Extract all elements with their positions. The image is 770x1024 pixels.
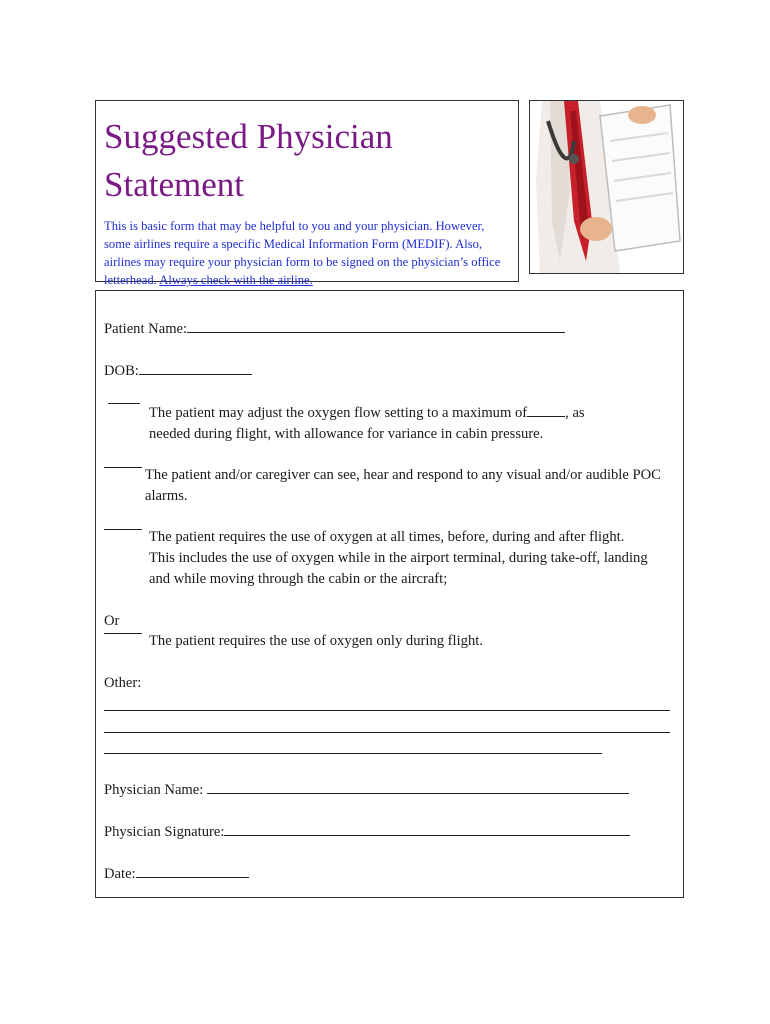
item2-text: The patient and/or caregiver can see, hear and respond to any visual and/or audible POC alarms.: [145, 467, 661, 504]
date-row: [104, 862, 249, 885]
item3-text: The patient requires the use of oxygen at all times, before, during and after flight. This includes the use of oxygen while in the airport terminal, during take-off, landing and while moving through the cabin or the aircraft;: [149, 529, 648, 587]
intro-text: This is basic form that may be helpful to you and your physician. However, some airlines require a specific Medical Information Form (MEDIF). Also, airlines may require your physician form to be signed on the physician’s office letterhead.: [104, 219, 501, 287]
physician-name-label: Physician Name:: [104, 782, 204, 798]
patient-name-field[interactable]: [187, 317, 565, 333]
page-title: [104, 113, 510, 209]
item1-text-a: The patient may adjust the oxygen flow setting to a maximum of: [149, 405, 528, 421]
patient-name-row: [104, 317, 565, 340]
patient-name-label: Patient Name:: [104, 321, 188, 337]
item4-text: The patient requires the use of oxygen only during flight.: [149, 633, 483, 649]
title-line-2: Statement: [104, 165, 244, 204]
item1-text: [149, 401, 659, 445]
dob-label: DOB:: [104, 363, 139, 379]
dob-field[interactable]: [139, 359, 252, 375]
or-label: Or: [104, 613, 120, 629]
item1-text-c: needed during flight, with allowance for variance in cabin pressure.: [149, 426, 544, 442]
other-label: Other:: [104, 675, 142, 691]
physician-illustration: [530, 101, 684, 274]
header-box: [95, 100, 519, 287]
physician-signature-field[interactable]: [224, 820, 630, 836]
physician-signature-row: [104, 820, 630, 843]
date-label: Date:: [104, 866, 136, 882]
intro-paragraph: [104, 217, 510, 289]
item3-checkbox-blank[interactable]: [104, 529, 142, 530]
physician-form: [95, 290, 684, 898]
other-line-1[interactable]: [104, 710, 670, 711]
dob-row: [104, 359, 252, 382]
item4-checkbox-blank[interactable]: [104, 633, 142, 634]
item2-checkbox-blank[interactable]: [104, 467, 142, 468]
airline-check-link[interactable]: Always check with the airline.: [159, 273, 313, 287]
physician-name-row: [104, 778, 629, 801]
physician-photo: [529, 100, 684, 274]
physician-signature-label: Physician Signature:: [104, 824, 225, 840]
date-field[interactable]: [136, 862, 249, 878]
item1-text-b: , as: [565, 405, 585, 421]
other-line-2[interactable]: [104, 732, 670, 733]
max-flow-field[interactable]: [527, 401, 565, 417]
physician-name-field[interactable]: [207, 778, 629, 794]
title-line-1: Suggested Physician: [104, 117, 393, 156]
other-line-3[interactable]: [104, 753, 602, 754]
item1-checkbox-blank[interactable]: [108, 403, 140, 404]
